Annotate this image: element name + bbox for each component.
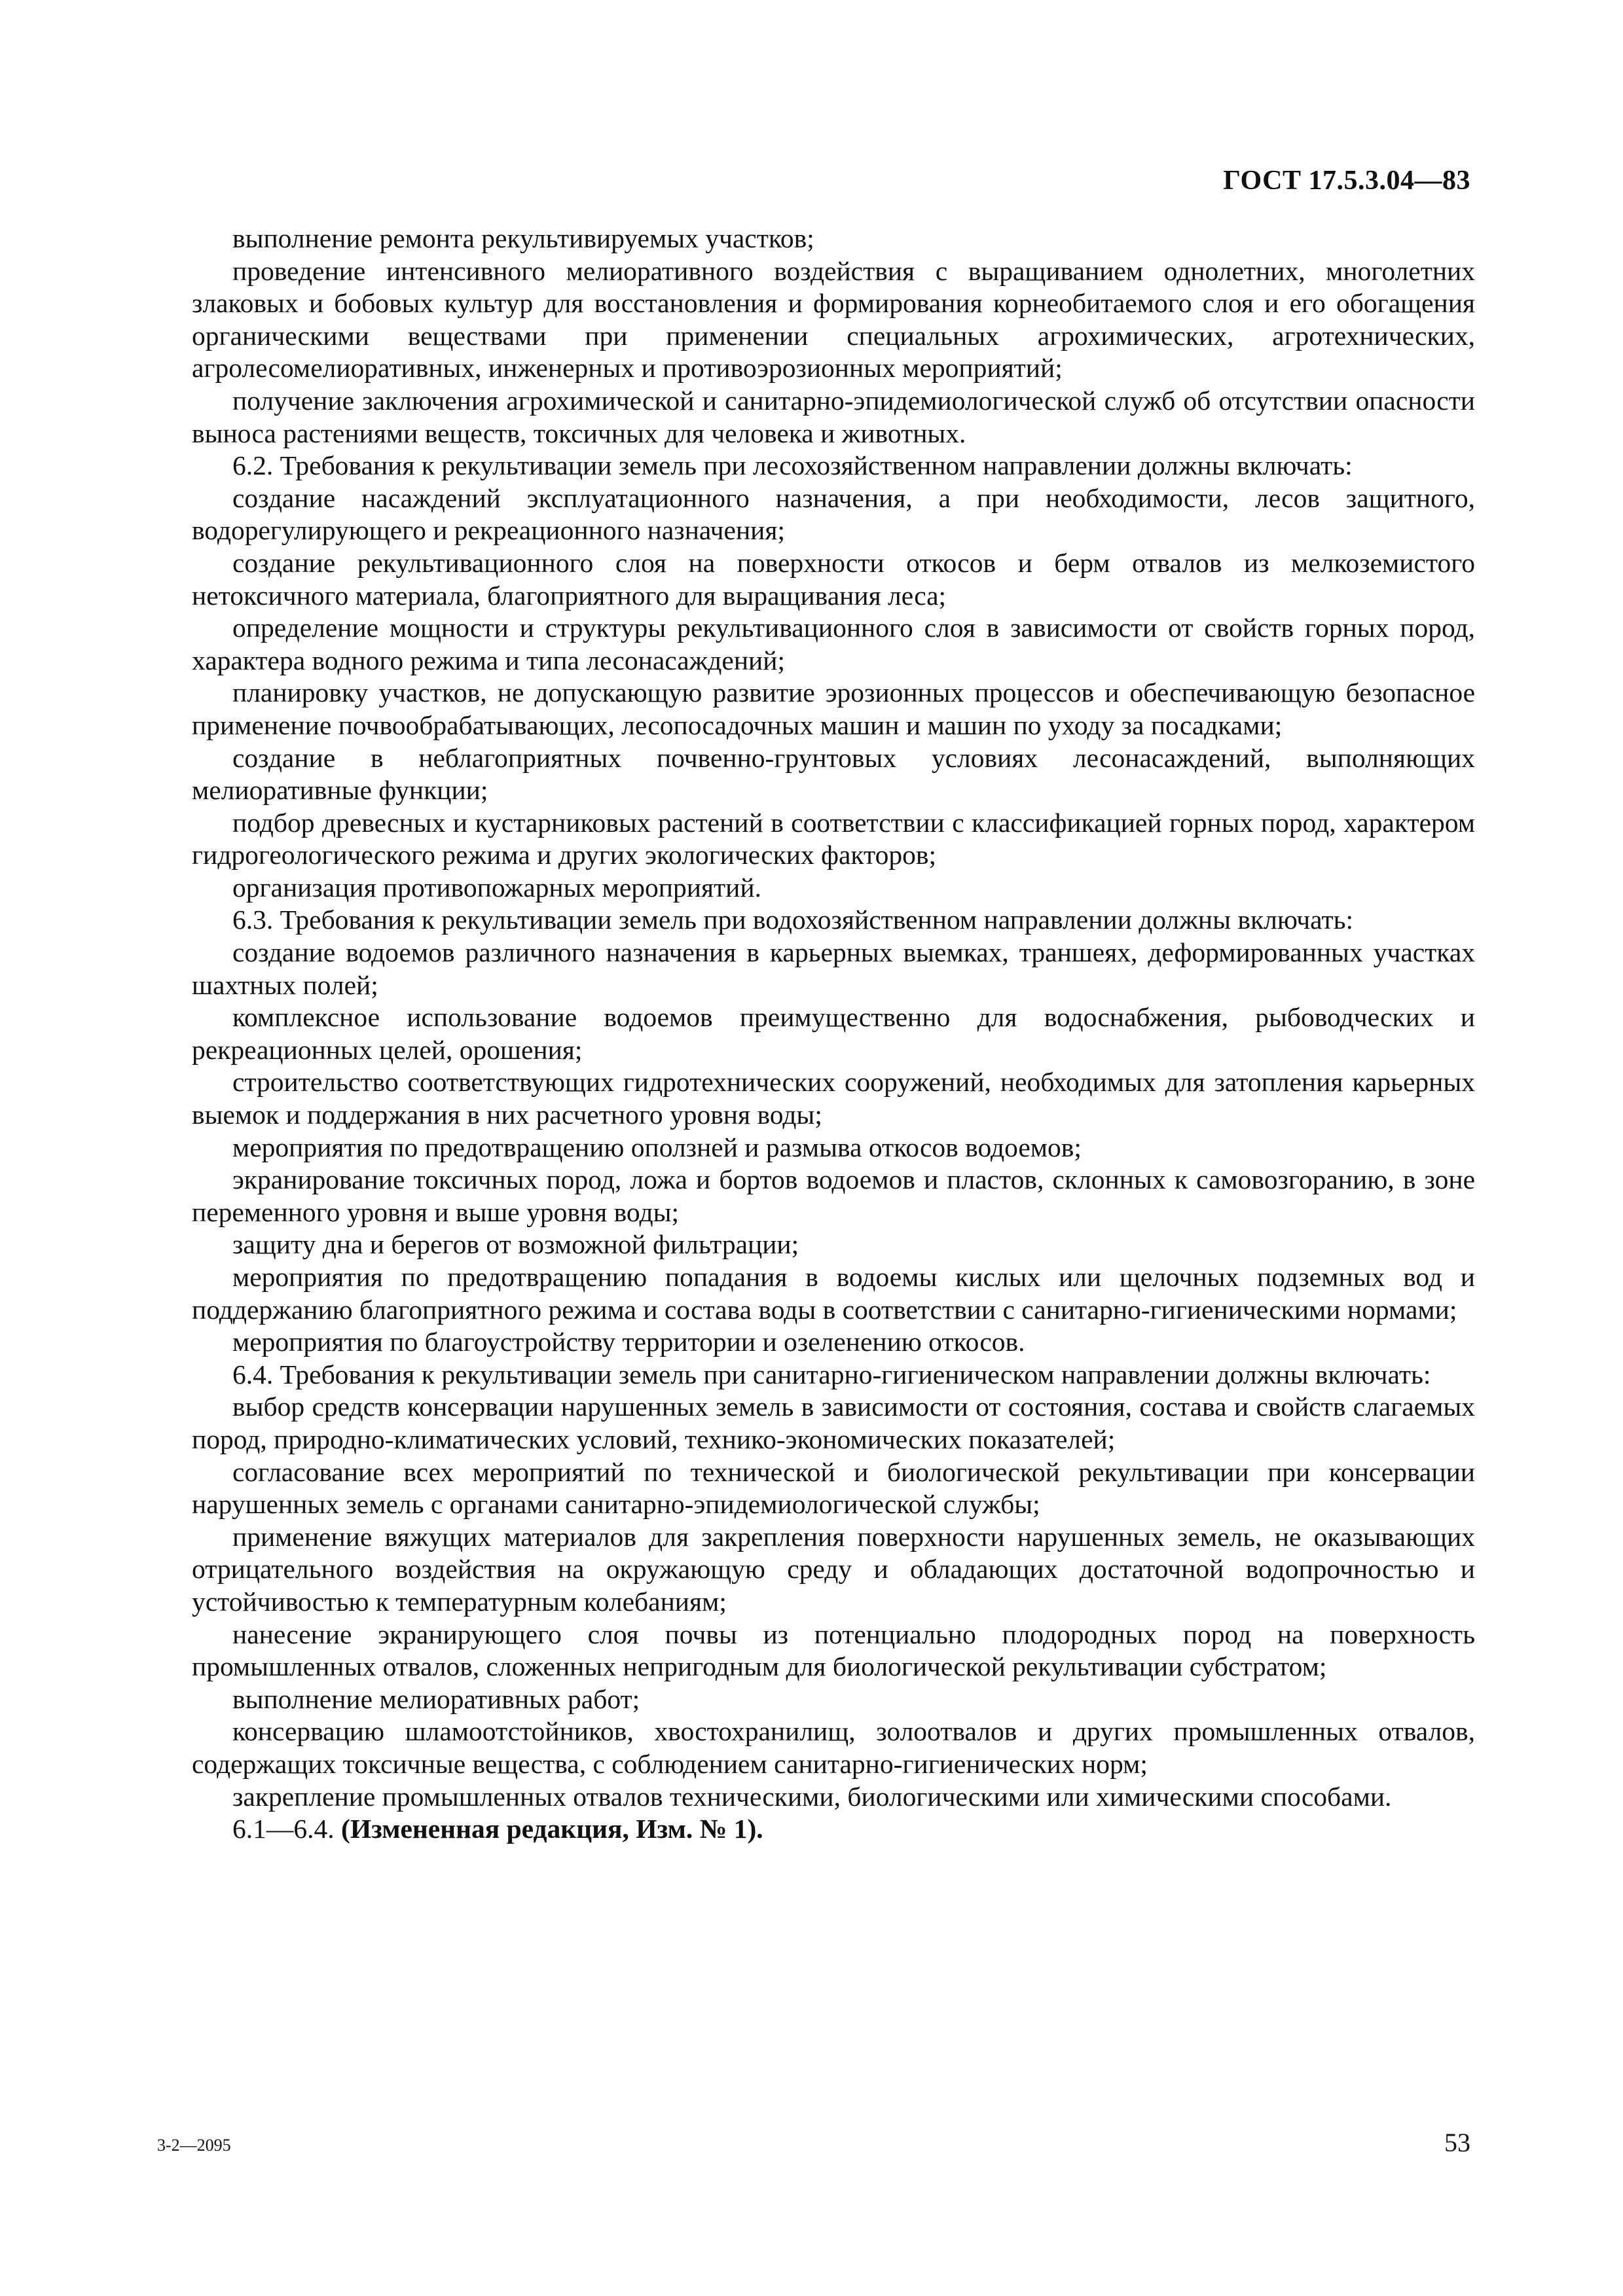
paragraph: консервацию шламоотстойников, хвостохранилищ, золоотвалов и других промышленных отвалов, содержащих токсичные вещества, с соблюдением санитарно-гигиенических норм;: [192, 1716, 1475, 1779]
document-body: [192, 223, 1475, 1846]
paragraph: экранирование токсичных пород, ложа и бортов водоемов и пластов, склонных к самовозгоранию, в зоне переменного уровня и выше уровня воды;: [192, 1164, 1475, 1227]
paragraph: мероприятия по благоустройству территории и озеленению откосов.: [232, 1327, 1025, 1357]
paragraph: проведение интенсивного мелиоративного воздействия с выращиванием однолетних, многолетних злаковых и бобовых культур для восстановления и формирования корнеобитаемого слоя и его обогащения органическими веществами при применении специальных агрохимических, агротехнических, агролесомелиоративных, инженерных и противоэрозионных мероприятий;: [192, 255, 1475, 384]
paragraph: применение вяжущих материалов для закрепления поверхности нарушенных земель, не оказывающих отрицательного воздействия на окружающую среду и обладающих достаточной водопрочностью и устойчивостью к температурным колебаниям;: [192, 1521, 1475, 1617]
paragraph: мероприятия по предотвращению попадания в водоемы кислых или щелочных подземных вод и поддержанию благоприятного режима и состава воды в соответствии с санитарно-гигиеническими нормами;: [192, 1262, 1475, 1325]
paragraph: нанесение экранирующего слоя почвы из потенциально плодородных пород на поверхность промышленных отвалов, сложенных непригодным для биологической рекультивации субстратом;: [192, 1619, 1475, 1682]
print-code-footer: 3-2—2095: [157, 2136, 231, 2155]
paragraph: выполнение ремонта рекультивируемых участков;: [232, 223, 814, 253]
paragraph: создание рекультивационного слоя на поверхности откосов и берм отвалов из мелкоземистого нетоксичного материала, благоприятного для выращивания леса;: [192, 547, 1475, 611]
paragraph: выбор средств консервации нарушенных земель в зависимости от состояния, состава и свойств слагаемых пород, природно-климатических условий, технико-экономических показателей;: [192, 1391, 1475, 1454]
amendment-ref: 6.1—6.4.: [232, 1814, 341, 1844]
paragraph: подбор древесных и кустарниковых растений в соответствии с классификацией горных пород, характером гидрогеологического режима и других экологических факторов;: [192, 807, 1475, 870]
paragraph: создание в неблагоприятных почвенно-грунтовых условиях лесонасаждений, выполняющих мелиоративные функции;: [192, 742, 1475, 806]
paragraph: строительство соответствующих гидротехнических сооружений, необходимых для затопления карьерных выемок и поддержания в них расчетного уровня воды;: [192, 1067, 1475, 1130]
section-6-2-heading: 6.2. Требования к рекультивации земель при лесохозяйственном направлении должны включать:: [232, 450, 1353, 481]
paragraph: организация противопожарных мероприятий.: [232, 872, 761, 903]
paragraph: получение заключения агрохимической и санитарно-эпидемиологической служб об отсутствии опасности выноса растениями веществ, токсичных для человека и животных.: [192, 385, 1475, 448]
paragraph: согласование всех мероприятий по технической и биологической рекультивации при консервации нарушенных земель с органами санитарно-эпидемиологической службы;: [192, 1456, 1475, 1520]
paragraph: комплексное использование водоемов преимущественно для водоснабжения, рыбоводческих и рекреационных целей, орошения;: [192, 1002, 1475, 1065]
paragraph: создание насаждений эксплуатационного назначения, а при необходимости, лесов защитного, водорегулирующего и рекреационного назначения;: [192, 482, 1475, 546]
amendment-line: [192, 1813, 1475, 1846]
section-6-3-heading: 6.3. Требования к рекультивации земель при водохозяйственном направлении должны включать:: [232, 905, 1354, 935]
page-number: 53: [1444, 2128, 1470, 2157]
paragraph: мероприятия по предотвращению оползней и размыва откосов водоемов;: [232, 1132, 1082, 1162]
paragraph: выполнение мелиоративных работ;: [232, 1683, 640, 1714]
amendment-note: (Измененная редакция, Изм. № 1).: [341, 1814, 763, 1844]
standard-code-header: ГОСТ 17.5.3.04—83: [1223, 166, 1470, 196]
paragraph: создание водоемов различного назначения в карьерных выемках, траншеях, деформированных участках шахтных полей;: [192, 937, 1475, 1000]
paragraph: планировку участков, не допускающую развитие эрозионных процессов и обеспечивающую безопасное применение почвообрабатывающих, лесопосадочных машин и машин по уходу за посадками;: [192, 677, 1475, 740]
paragraph: определение мощности и структуры рекультивационного слоя в зависимости от свойств горных пород, характера водного режима и типа лесонасаждений;: [192, 613, 1475, 675]
paragraph: защиту дна и берегов от возможной фильтрации;: [232, 1229, 799, 1260]
section-6-4-heading: 6.4. Требования к рекультивации земель при санитарно-гигиеническом направлении должны включать:: [232, 1359, 1431, 1390]
paragraph: закрепление промышленных отвалов техническими, биологическими или химическими способами.: [232, 1781, 1392, 1812]
